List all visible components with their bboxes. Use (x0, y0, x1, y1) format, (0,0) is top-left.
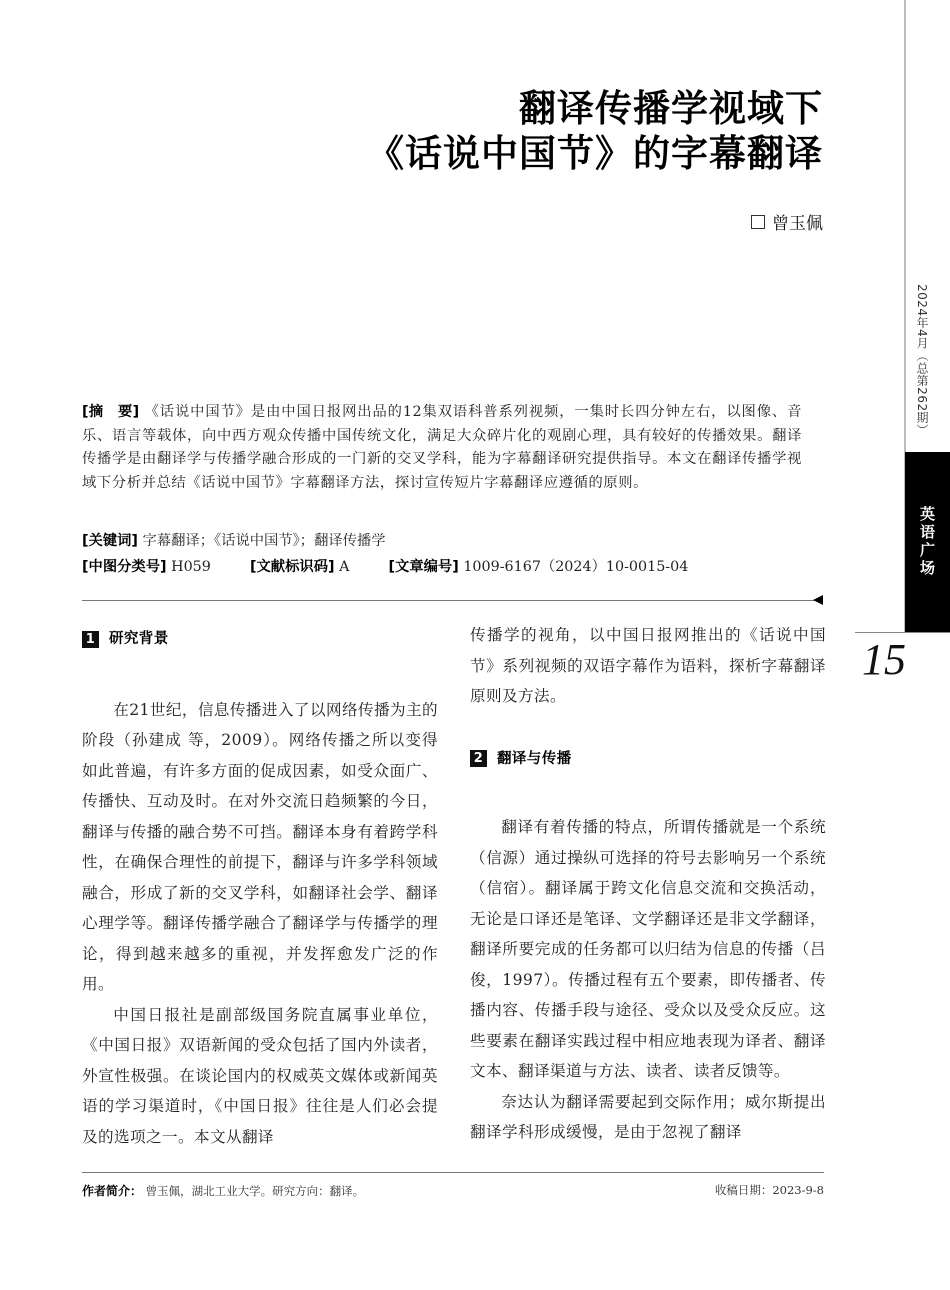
right-column (470, 620, 826, 1148)
section-tab (905, 452, 950, 632)
arrow-left-icon (813, 595, 823, 605)
title-line-1: 翻译传播学视域下 (519, 86, 823, 130)
classification-line (82, 556, 822, 579)
section-heading-text: 研究背景 (109, 631, 169, 647)
page-number: 15 (862, 635, 906, 684)
abstract-text: 《话说中国节》是由中国日报网出品的12集双语科普系列视频，一集时长四分钟左右，以图像、音乐、语言等载体，向中西方观众传播中国传统文化，满足大众碎片化的观剧心理，具有较好的传播效果。翻译传播学是由翻译学与传播学融合形成的一门新的交叉学科，能为字幕翻译研究提供指导。本文在翻译传播学视域下分析并总结《话说中国节》字幕翻译方法，探讨宣传短片字幕翻译应遵循的原则。 (82, 404, 802, 491)
paragraph: 在21世纪，信息传播进入了以网络传播为主的阶段（孙建成 等，2009）。网络传播之所以变得如此普遍，有许多方面的促成因素，如受众面广、传播快、互动及时。在对外交流日趋频繁的今日，翻译与传播的融合势不可挡。翻译本身有着跨学科性，在确保合理性的前提下，翻译与许多学科领域融合，形成了新的交叉学科，如翻译社会学、翻译心理学等。翻译传播学融合了翻译学与传播学的理论，得到越来越多的重视，并发挥愈发广泛的作用。 (82, 700, 438, 993)
section-number-badge: 1 (82, 631, 99, 648)
doc-code-value: A (339, 559, 350, 575)
received-date: 收稿日期：2023-9-8 (714, 1183, 824, 1197)
tab-underline (855, 632, 950, 633)
article-no-label: [文章编号] (388, 559, 459, 575)
author-line (751, 209, 823, 234)
author-name: 曾玉佩 (772, 214, 823, 234)
left-column (82, 624, 438, 1152)
issue-date: 2024年4月（总第262期） (915, 284, 929, 437)
article-title (367, 86, 823, 176)
footer-rule (82, 1172, 824, 1173)
section-heading-text: 翻译与传播 (497, 750, 572, 767)
clc-label: [中图分类号] (82, 559, 167, 575)
author-bio-text: 曾玉佩，湖北工业大学。研究方向：翻译。 (145, 1184, 365, 1198)
paragraph: 中国日报社是副部级国务院直属事业单位，《中国日报》双语新闻的受众包括了国内外读者，外宣性极强。在谈论国内的权威英文媒体或新闻英语的学习渠道时，《中国日报》往往是人们必会提及的选项之一。本文从翻译 (82, 1005, 438, 1146)
paragraph: 翻译有着传播的特点，所谓传播就是一个系统（信源）通过操纵可选择的符号去影响另一个系统（信宿）。翻译属于跨文化信息交流和交换活动，无论是口译还是笔译、文学翻译还是非文学翻译，翻译所要完成的任务都可以归结为信息的传播（吕俊，1997）。传播过程有五个要素，即传播者、传播内容、传播手段与途径、受众以及受众反应。这些要素在翻译实践过程中相应地表现为译者、翻译文本、翻译渠道与方法、读者、读者反馈等。 (470, 818, 826, 1080)
square-bullet-icon (751, 215, 765, 229)
keywords-label: [关键词] (82, 533, 138, 549)
article-no-value: 1009-6167（2024）10-0015-04 (463, 559, 689, 575)
author-bio-label: 作者简介： (82, 1184, 143, 1198)
abstract-label: [摘 要] (82, 404, 140, 420)
paragraph: 奈达认为翻译需要起到交际作用；威尔斯提出翻译学科形成缓慢，是由于忽视了翻译 (470, 1092, 826, 1141)
keywords-line (82, 530, 822, 553)
section-heading-1 (82, 624, 438, 655)
title-line-2: 《话说中国节》的字幕翻译 (367, 131, 823, 175)
author-bio (82, 1182, 364, 1199)
keywords-text: 字幕翻译；《话说中国节》；翻译传播学 (142, 533, 386, 549)
section-tab-label: 英语广场 (918, 506, 936, 578)
section-number-badge: 2 (470, 750, 487, 767)
doc-code-label: [文献标识码] (249, 559, 335, 575)
section-heading-2 (470, 744, 826, 775)
abstract-separator (82, 600, 815, 601)
clc-value: H059 (171, 559, 211, 575)
paragraph-continued: 传播学的视角，以中国日报网推出的《话说中国节》系列视频的双语字幕作为语料，探析字幕翻译原则及方法。 (470, 626, 826, 705)
abstract (82, 401, 802, 495)
